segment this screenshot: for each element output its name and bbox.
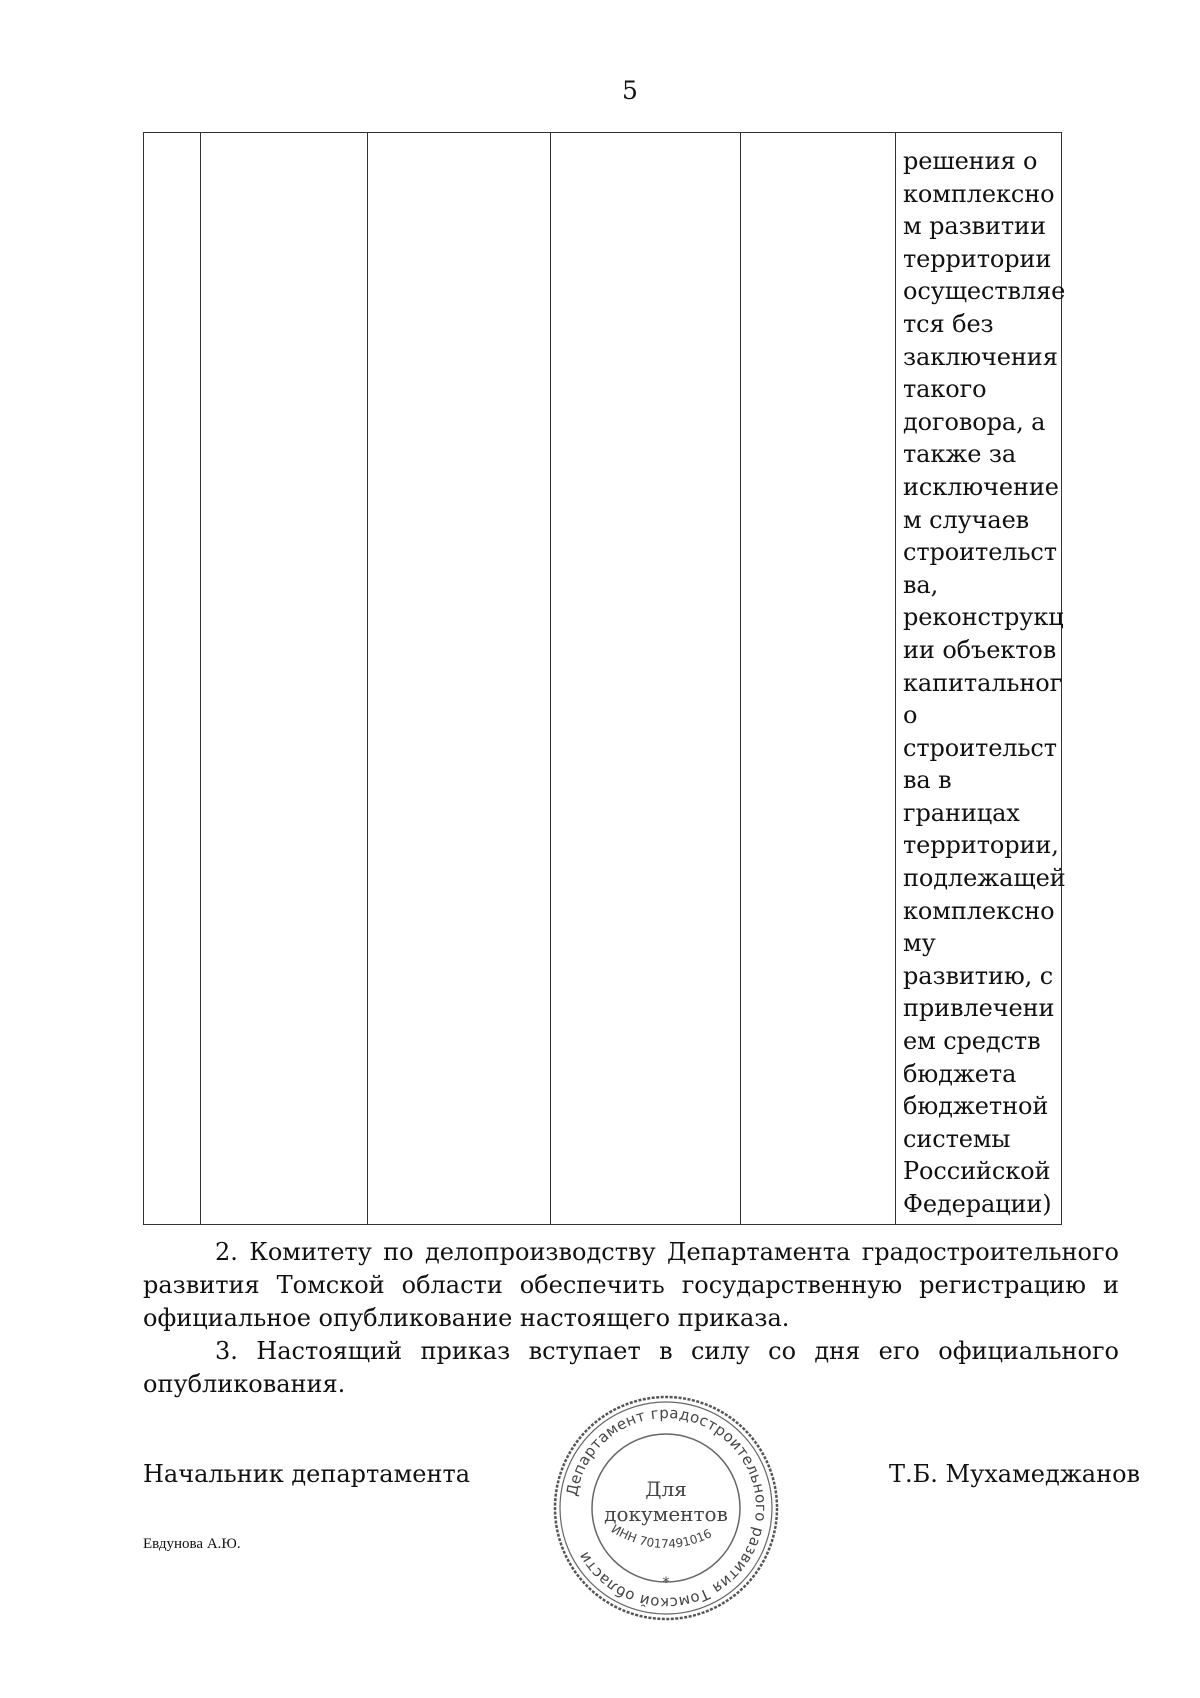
paragraph-3-line-2: опубликования. bbox=[143, 1370, 346, 1398]
paragraph-2-line-3: официальное опубликование настоящего приказа. bbox=[143, 1304, 790, 1332]
table-cell-col3 bbox=[368, 133, 551, 1225]
signer-title: Начальник департамента bbox=[143, 1460, 471, 1488]
executor-name: Евдунова А.Ю. bbox=[143, 1536, 241, 1552]
stamp-outer-text: Департамент градостроительного развития Томской области bbox=[562, 1403, 771, 1613]
paragraph-3-line-1: 3. Настоящий приказ вступает в силу со дня его официального bbox=[215, 1337, 1119, 1365]
stamp-star: * bbox=[662, 1575, 670, 1591]
table-cell-col4 bbox=[551, 133, 741, 1225]
table-cell-col5 bbox=[741, 133, 896, 1225]
stamp-inn-text: ИНН 7017491016 bbox=[608, 1521, 714, 1552]
paragraph-2 bbox=[143, 1236, 1119, 1335]
table-cell-col6 bbox=[896, 133, 1066, 1225]
signer-name: Т.Б. Мухамеджанов bbox=[889, 1460, 1141, 1488]
official-stamp bbox=[551, 1393, 781, 1623]
table-row bbox=[144, 133, 1062, 1225]
stamp-center-line-2: документов bbox=[604, 1502, 728, 1526]
table-cell-col1 bbox=[144, 133, 201, 1225]
table-cell-col2 bbox=[201, 133, 368, 1225]
paragraph-3 bbox=[143, 1335, 1119, 1401]
paragraph-2-line-2: развития Томской области обеспечить государственную регистрацию и bbox=[143, 1271, 1119, 1299]
continuation-table bbox=[143, 132, 1066, 1225]
table-cell-text: решения о комплексно м развитии территории осуществляе тся без заключения такого договора, а также за исключение м случаев строительст ва, реконструкц ии объектов капитальног о строительст ва в границах территории, подлежащей комплексно му развитию, с привлечени ем средств бюджета бюджетной системы Российской Федерации) bbox=[903, 147, 1066, 1218]
paragraph-2-line-1: 2. Комитету по делопроизводству Департамента градостроительного bbox=[215, 1238, 1119, 1266]
stamp-center-line-1: Для bbox=[645, 1477, 687, 1501]
page-number: 5 bbox=[622, 76, 638, 105]
